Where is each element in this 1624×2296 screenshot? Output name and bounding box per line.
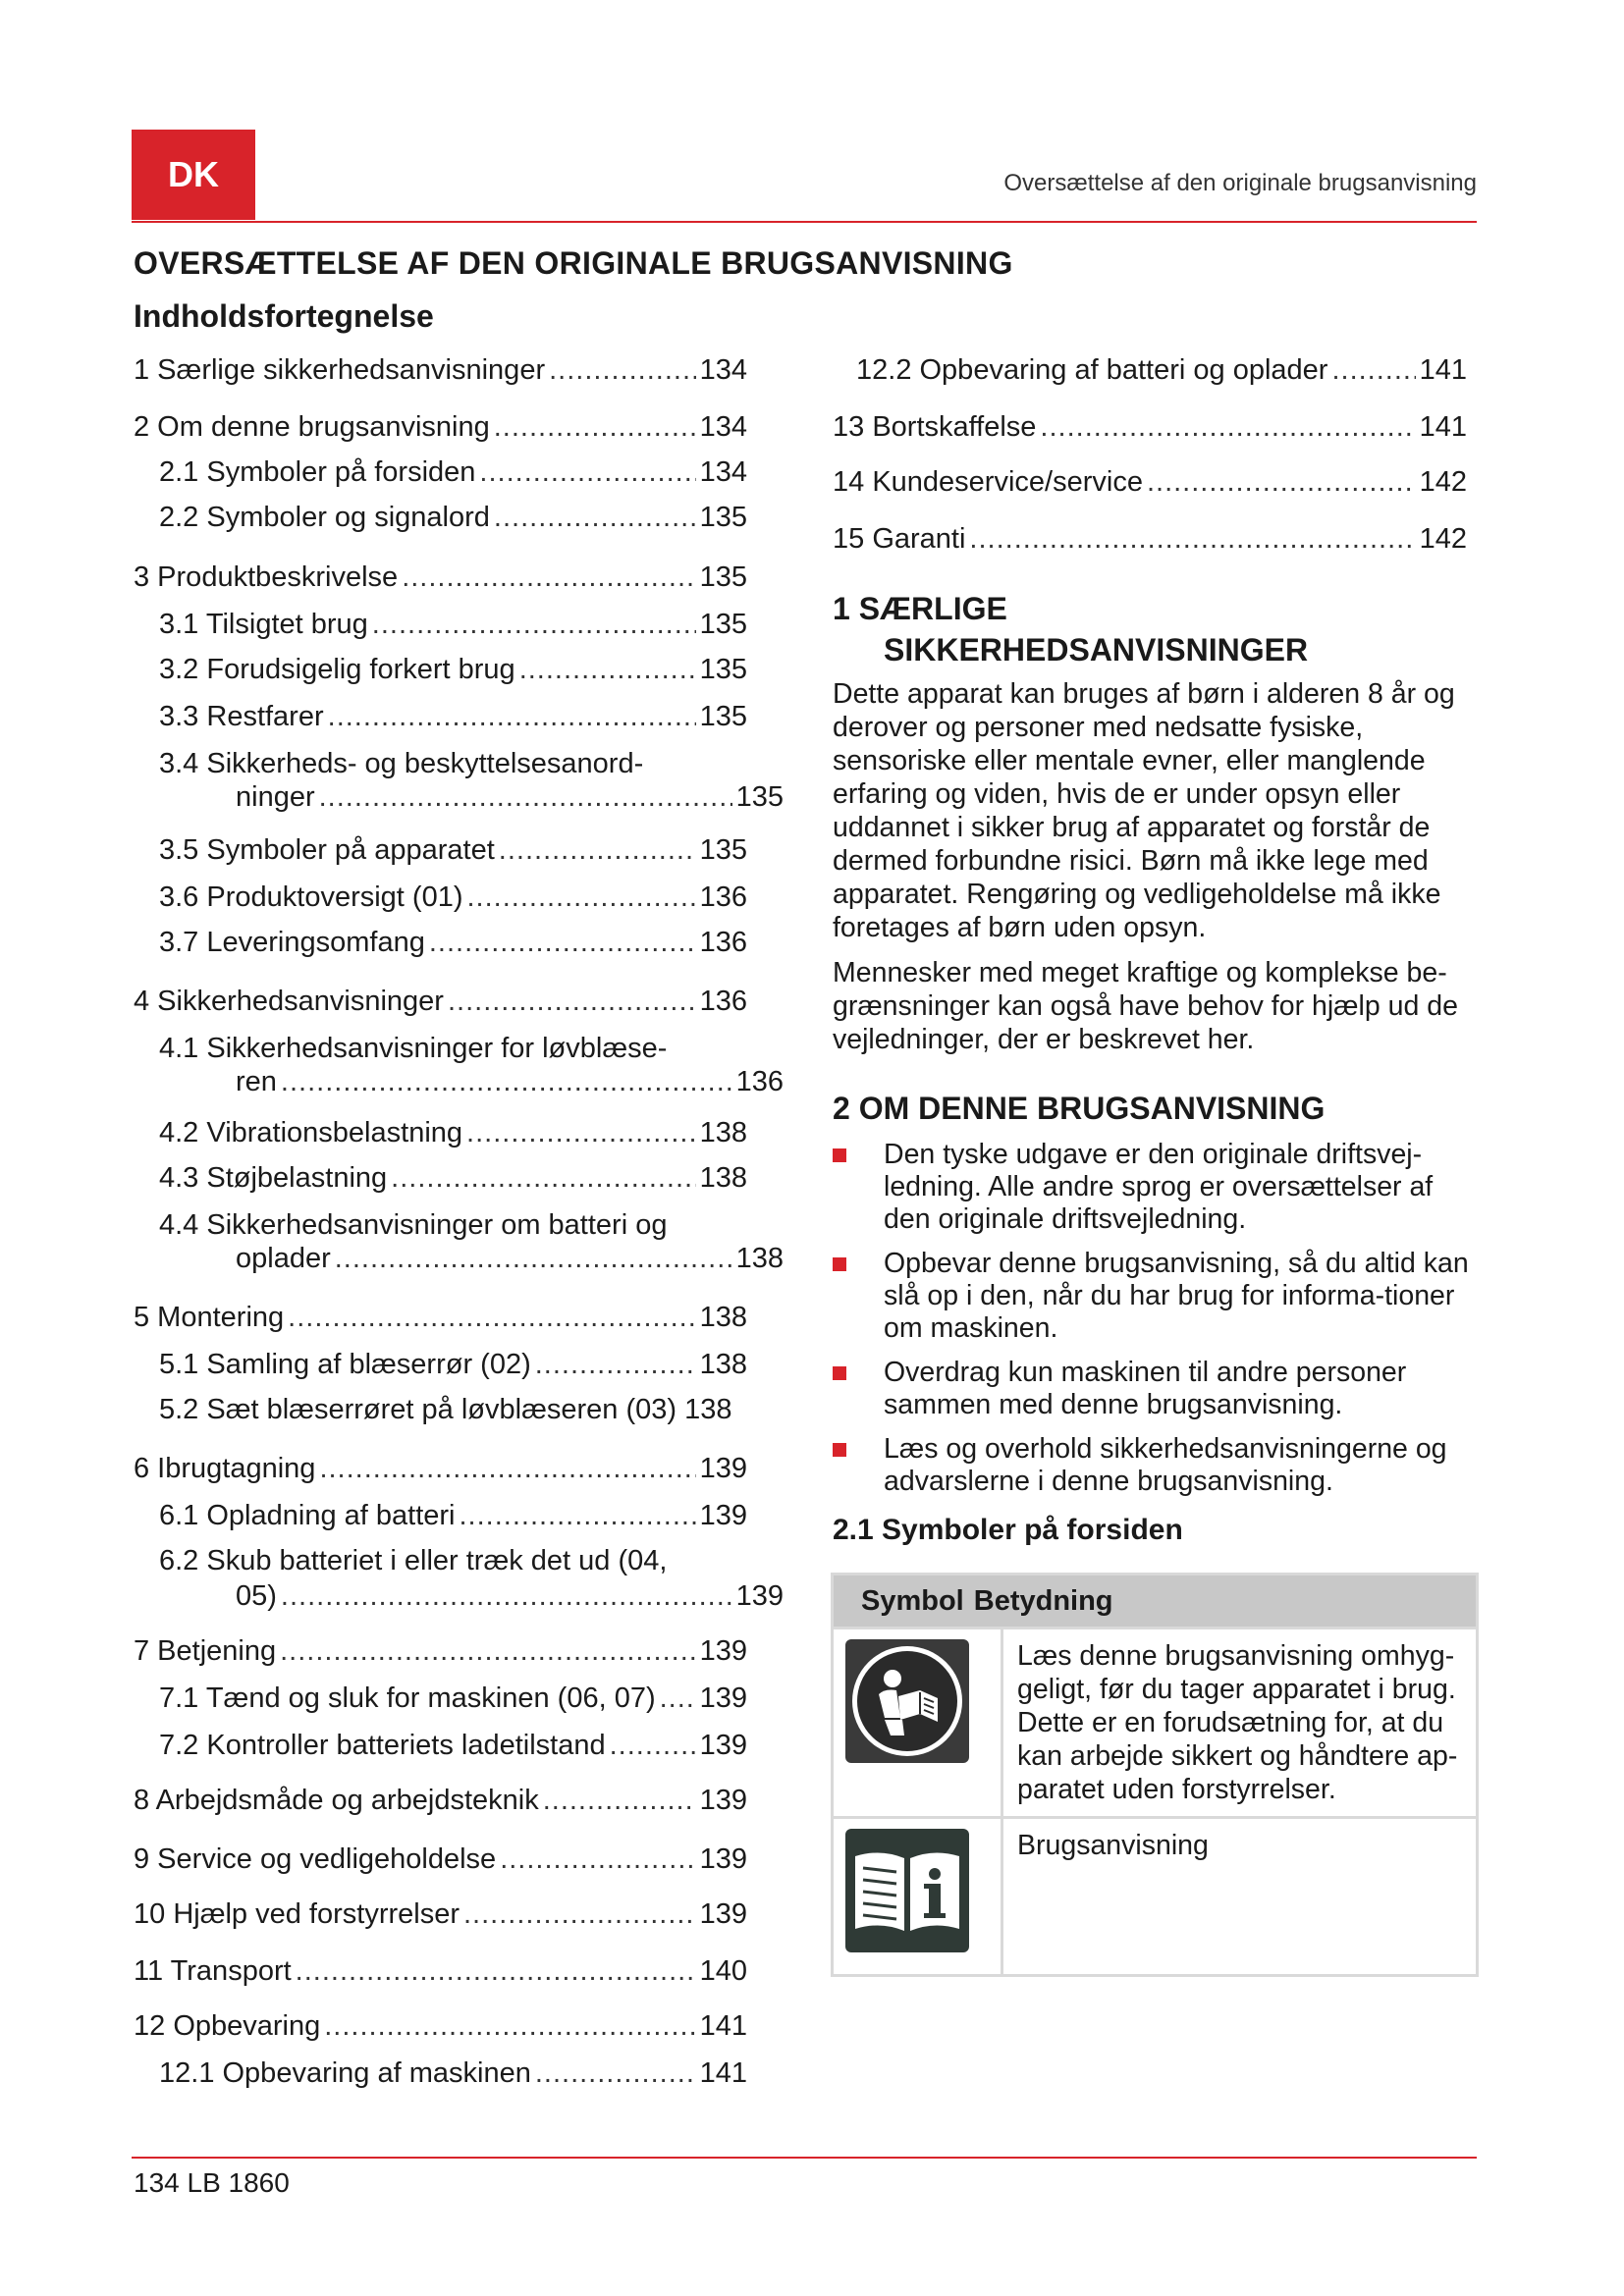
running-title: Oversættelse af den originale brugsanvisning <box>1003 170 1477 196</box>
toc-title: Indholdsfortegnelse <box>134 298 434 334</box>
toc-entry[interactable]: 05) ..... 139 <box>236 1579 784 1613</box>
toc-entry[interactable]: ren ..... 136 <box>236 1065 784 1098</box>
document-title: OVERSÆTTELSE AF DEN ORIGINALE BRUGSANVISNING <box>134 245 1013 281</box>
toc-entry[interactable]: ninger ..... 135 <box>236 780 784 814</box>
toc-entry[interactable]: 7 Betjening ..... 139 <box>134 1634 747 1668</box>
toc-entry[interactable]: 7.2 Kontroller batteriets ladetilstand ..... 139 <box>159 1729 747 1762</box>
meaning-cell: Brugsanvisning <box>1002 1818 1478 1976</box>
toc-entry[interactable]: 7.1 Tænd og sluk for maskinen (06, 07) ..... 139 <box>159 1682 747 1715</box>
toc-entry[interactable]: 3.3 Restfarer ..... 135 <box>159 700 747 733</box>
toc-entry[interactable]: 4.3 Støjbelastning ..... 138 <box>159 1161 747 1195</box>
toc-entry[interactable]: 3.5 Symboler på apparatet ..... 135 <box>159 833 747 867</box>
meaning-cell: Læs denne brugsanvisning omhyg-geligt, før du tager apparatet i brug. Dette er en forudsætning for, at du kan arbejde sikkert og håndtere ap-paratet uden forstyrrelser. <box>1002 1629 1478 1818</box>
toc-entry[interactable]: 11 Transport ..... 140 <box>134 1954 747 1988</box>
symbol-table <box>831 1573 1479 1977</box>
toc-entry[interactable]: 10 Hjælp ved forstyrrelser ..... 139 <box>134 1897 747 1931</box>
symbol-cell <box>833 1818 1002 1976</box>
bullet-item: Den tyske udgave er den originale driftsvej-ledning. Alle andre sprog er oversættelser af den originale driftsvejledning. <box>833 1139 1481 1236</box>
subsection-2-1-heading: 2.1 Symboler på forsiden <box>833 1514 1183 1546</box>
bullet-item: Læs og overhold sikkerhedsanvisningerne og advarslerne i denne brugsanvisning. <box>833 1433 1481 1498</box>
toc-entry[interactable]: 6 Ibrugtagning ..... 139 <box>134 1452 747 1485</box>
toc-entry[interactable]: 3.7 Leveringsomfang ..... 136 <box>159 926 747 959</box>
toc-entry[interactable]: 5.2 Sæt blæserrøret på løvblæseren (03) 138 <box>159 1394 732 1425</box>
toc-entry[interactable]: 2 Om denne brugsanvisning ..... 134 <box>134 410 747 444</box>
read-manual-icon <box>845 1639 969 1763</box>
bullet-item: Overdrag kun maskinen til andre personer sammen med denne brugsanvisning. <box>833 1357 1481 1421</box>
toc-entry[interactable]: 3 Produktbeskrivelse ..... 135 <box>134 561 747 594</box>
toc-entry[interactable]: 5.1 Samling af blæserrør (02) ..... 138 <box>159 1348 747 1381</box>
toc-entry[interactable]: 9 Service og vedligeholdelse ..... 139 <box>134 1842 747 1876</box>
footer-divider <box>132 2157 1477 2159</box>
bullet-item: Opbevar denne brugsanvisning, så du altid kan slå op i den, når du har brug for informa-tioner om maskinen. <box>833 1248 1481 1345</box>
header-divider <box>132 221 1477 223</box>
toc-entry-wrap[interactable]: 4.4 Sikkerhedsanvisninger om batteri og <box>159 1209 668 1241</box>
language-badge: DK <box>132 130 255 220</box>
toc-entry-wrap[interactable]: 3.4 Sikkerheds- og beskyttelsesanord- <box>159 748 644 779</box>
section-2-heading: 2 OM DENNE BRUGSANVISNING <box>833 1091 1326 1126</box>
toc-entry[interactable]: 5 Montering ..... 138 <box>134 1301 747 1334</box>
toc-entry[interactable]: 12 Opbevaring ..... 141 <box>134 2009 747 2043</box>
toc-entry[interactable]: 1 Særlige sikkerhedsanvisninger ..... 134 <box>134 353 747 387</box>
toc-entry[interactable]: 12.1 Opbevaring af maskinen ..... 141 <box>159 2056 747 2090</box>
toc-entry[interactable]: 14 Kundeservice/service ..... 142 <box>833 465 1467 499</box>
toc-entry[interactable]: 2.2 Symboler og signalord ..... 135 <box>159 501 747 534</box>
toc-entry[interactable]: 2.1 Symboler på forsiden ..... 134 <box>159 455 747 489</box>
toc-entry[interactable]: 3.6 Produktoversigt (01) ..... 136 <box>159 881 747 914</box>
toc-entry-wrap[interactable]: 4.1 Sikkerhedsanvisninger for løvblæse- <box>159 1033 668 1064</box>
table-row <box>833 1629 1478 1818</box>
toc-entry[interactable]: 4 Sikkerhedsanvisninger ..... 136 <box>134 985 747 1018</box>
toc-entry-wrap[interactable]: 6.2 Skub batteriet i eller træk det ud (04, <box>159 1545 668 1576</box>
symbol-table-header: Symbol Betydning <box>833 1575 1478 1629</box>
toc-entry[interactable]: 3.1 Tilsigtet brug ..... 135 <box>159 608 747 641</box>
toc-entry[interactable]: 12.2 Opbevaring af batteri og oplader ..... 141 <box>856 353 1467 387</box>
toc-entry[interactable]: 13 Bortskaffelse ..... 141 <box>833 410 1467 444</box>
page-footer: 134 LB 1860 <box>134 2167 290 2198</box>
section-1-paragraph-2: Mennesker med meget kraftige og komplekse be-grænsninger kan også have behov for hjælp ud de vejledninger, der er beskrevet her. <box>833 957 1458 1055</box>
section-1-heading: 1 SÆRLIGE <box>833 591 1007 626</box>
section-2-bullet-list <box>833 1139 1481 1510</box>
table-row <box>833 1818 1478 1976</box>
toc-entry[interactable]: oplader ..... 138 <box>236 1242 784 1275</box>
toc-entry[interactable]: 8 Arbejdsmåde og arbejdsteknik ..... 139 <box>134 1784 747 1817</box>
section-1-paragraph: Dette apparat kan bruges af børn i alderen 8 år og derover og personer med nedsatte fysiske, sensoriske eller mentale evner, eller manglende erfaring og viden, hvis de er under opsyn eller uddannet i sikker brug af apparatet og forstår de dermed forbundne risici. Børn må ikke lege med apparatet. Rengøring og vedligeholdelse må ikke foretages af børn uden opsyn. <box>833 678 1455 943</box>
toc-entry[interactable]: 6.1 Opladning af batteri ..... 139 <box>159 1499 747 1532</box>
section-1-heading-cont: SIKKERHEDSANVISNINGER <box>884 632 1309 667</box>
toc-entry[interactable]: 4.2 Vibrationsbelastning ..... 138 <box>159 1116 747 1149</box>
toc-entry[interactable]: 3.2 Forudsigelig forkert brug ..... 135 <box>159 653 747 686</box>
manual-info-icon <box>845 1829 969 1952</box>
toc-entry[interactable]: 15 Garanti ..... 142 <box>833 522 1467 556</box>
symbol-cell <box>833 1629 1002 1818</box>
